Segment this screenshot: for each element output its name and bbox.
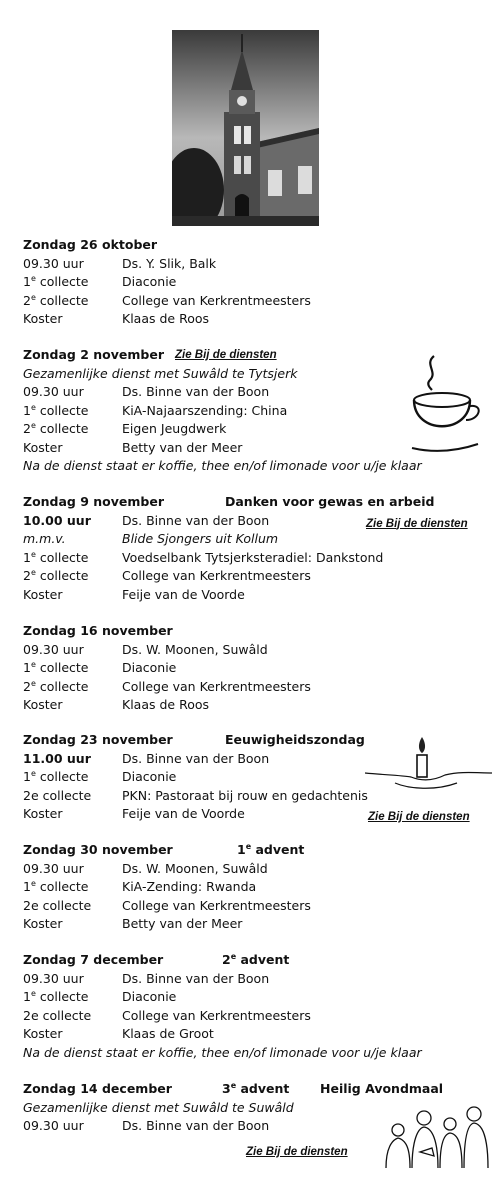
service-row: 2e collecte College van Kerkrentmeesters — [23, 292, 311, 308]
service-row: 1e collecte KiA-Zending: Rwanda — [23, 879, 257, 894]
zie-bij-de-diensten-link[interactable]: Zie Bij de diensten — [175, 349, 277, 361]
service-occasion: Eeuwigheidszondag — [225, 732, 365, 747]
service-footer: Na de dienst staat er koffie, thee en/of limonade voor u/je klaar — [23, 458, 422, 473]
church-photo — [172, 30, 319, 226]
service-row: 2e collecte College van Kerkrentmeesters — [23, 1007, 311, 1023]
service-row: 2e collecte Eigen Jeugdwerk — [23, 421, 227, 436]
service-row: 2e collecte College van Kerkrentmeesters — [23, 568, 311, 583]
service-row: Koster Betty van der Meer — [23, 916, 243, 931]
service-row: 09.30 uur Ds. W. Moonen, Suwâld — [23, 641, 268, 657]
service-row: 09.30 uur Ds. Binne van der Boon — [23, 1118, 270, 1133]
service-row: 09.30 uur Ds. Binne van der Boon — [23, 970, 270, 986]
service-occasion: 1e advent — [237, 842, 305, 857]
service-row: Koster Klaas de Roos — [23, 311, 210, 326]
service-row: Koster Klaas de Roos — [23, 697, 210, 712]
service-heading: Zondag 9 november Danken voor gewas en arbeid — [23, 493, 493, 512]
service-row: 1e collecte Diaconie — [23, 274, 177, 289]
service-row: Koster Betty van der Meer — [23, 439, 243, 455]
service-heading: Zondag 26 oktober — [23, 237, 158, 252]
service-heading: Zondag 30 november 1e advent — [23, 841, 493, 860]
service-row: m.m.v. Blide Sjongers uit Kollum — [23, 531, 279, 546]
service-subtitle: Gezamenlijke dienst met Suwâld te Tytsjerk — [23, 365, 298, 381]
zie-bij-de-diensten-link[interactable]: Zie Bij de diensten — [366, 517, 468, 530]
service-occasion: 2e advent — [222, 952, 290, 967]
service-row: 2e collecte College van Kerkrentmeesters — [23, 678, 311, 694]
service-subtitle: Gezamenlijke dienst met Suwâld te Suwâld — [23, 1099, 294, 1115]
service-row: 1e collecte Diaconie — [23, 660, 177, 675]
service-row: 09.30 uur Ds. W. Moonen, Suwâld — [23, 860, 268, 876]
service-heading: Zondag 16 november — [23, 623, 173, 638]
service-30-november — [23, 841, 493, 934]
candle-hand-icon — [365, 733, 493, 795]
service-heading: Zondag 2 november Zie Bij de diensten — [23, 346, 493, 365]
zie-bij-de-diensten-link[interactable]: Zie Bij de diensten — [368, 811, 470, 823]
service-row: 1e collecte KiA-Najaarszending: China — [23, 402, 288, 418]
service-row: 1e collecte Diaconie — [23, 989, 177, 1004]
service-row: 11.00 uur Ds. Binne van der Boon — [23, 750, 270, 766]
service-16-november — [23, 622, 493, 715]
coffee-cup-icon — [408, 350, 484, 460]
service-row: 1e collecte Diaconie — [23, 769, 177, 784]
service-row: 09.30 uur Ds. Y. Slik, Balk — [23, 255, 217, 271]
service-heading: Zondag 7 december 2e advent — [23, 951, 493, 970]
service-occasion: 3e advent — [222, 1081, 290, 1096]
service-row: Koster Feije van de Voorde — [23, 586, 245, 602]
service-row: 09.30 uur Ds. Binne van der Boon — [23, 384, 270, 399]
service-row: Koster Klaas de Groot — [23, 1026, 214, 1041]
service-row: 2e collecte PKN: Pastoraat bij rouw en gedachtenis — [23, 787, 368, 803]
service-footer: Na de dienst staat er koffie, thee en/of limonade voor u/je klaar — [23, 1044, 422, 1060]
people-sketch-icon — [380, 1104, 490, 1170]
service-26-oktober — [23, 236, 493, 329]
service-row: 1e collecte Voedselbank Tytsjerksteradiel: Dankstond — [23, 549, 384, 565]
zie-bij-de-diensten-link[interactable]: Zie Bij de diensten — [246, 1146, 348, 1158]
service-7-december — [23, 951, 493, 1062]
service-heading: Zondag 14 december 3e advent Heilig Avondmaal — [23, 1080, 493, 1099]
service-occasion: Danken voor gewas en arbeid — [225, 494, 435, 509]
service-9-november — [23, 493, 493, 604]
service-row: 10.00 uur Ds. Binne van der Boon Zie Bij de diensten — [23, 512, 493, 531]
service-heading: Zondag 23 november Eeuwigheidszondag — [23, 731, 493, 750]
service-row: 2e collecte College van Kerkrentmeesters — [23, 897, 311, 913]
service-occasion-2: Heilig Avondmaal — [320, 1081, 444, 1096]
service-row: Koster Feije van de Voorde Zie Bij de diensten — [23, 805, 493, 824]
